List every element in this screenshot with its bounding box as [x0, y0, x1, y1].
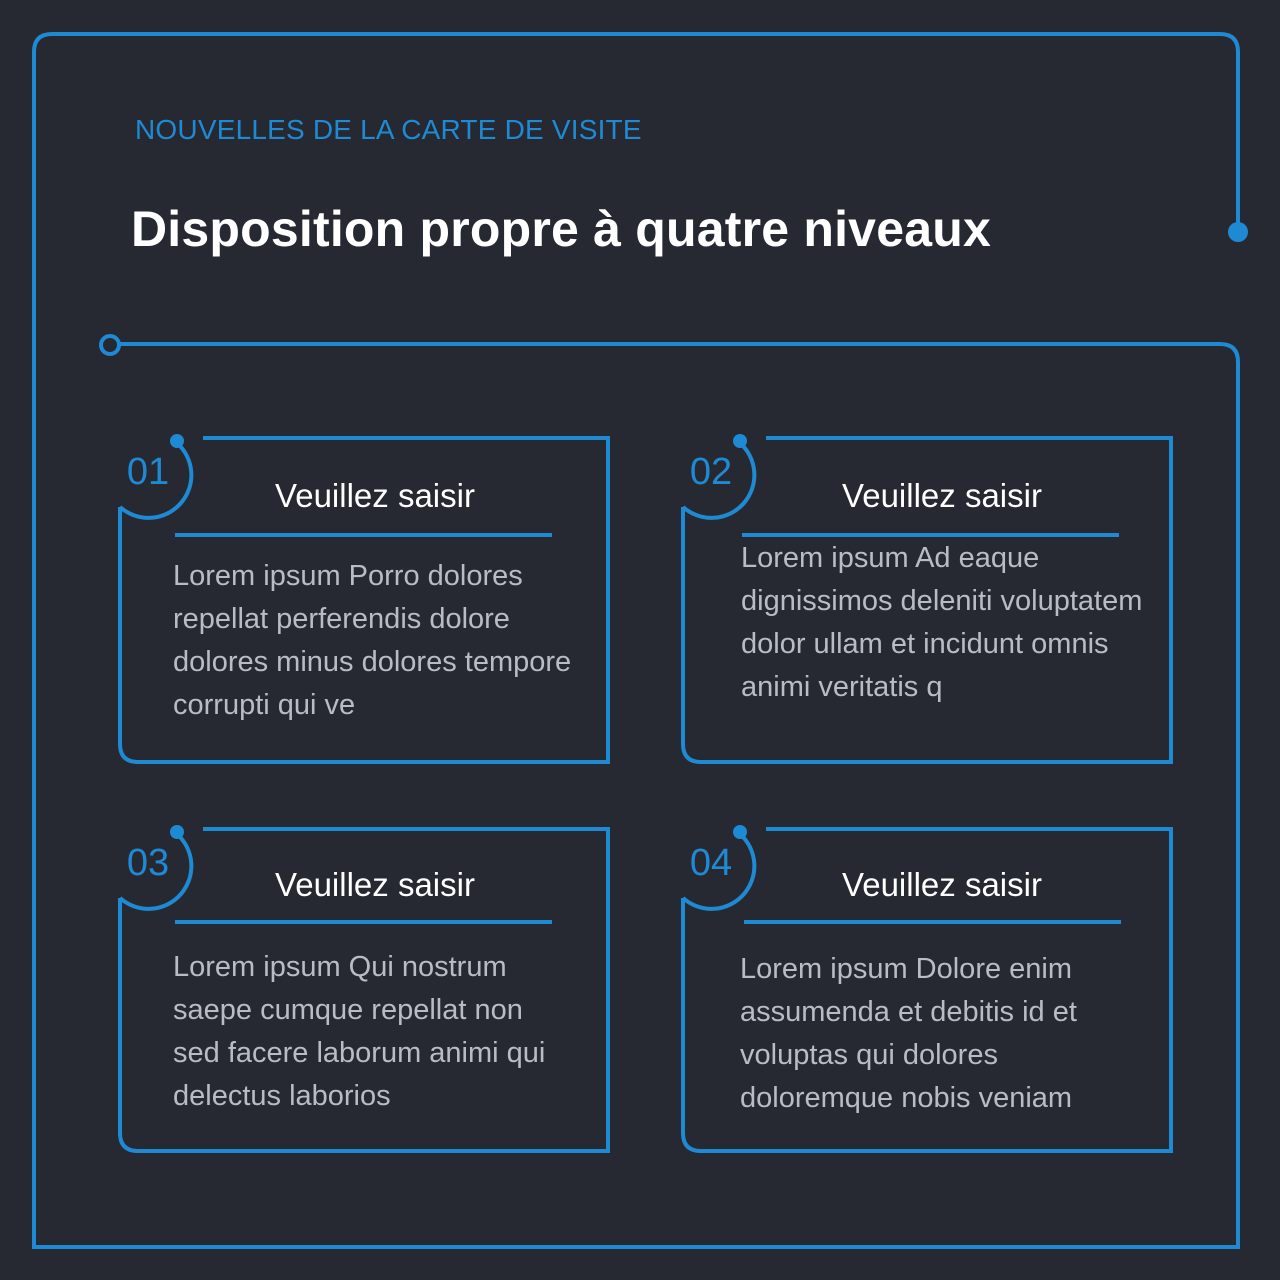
card-number: 02	[689, 451, 733, 493]
divider-ring	[101, 336, 119, 354]
card-02	[668, 425, 1188, 770]
card-03	[105, 816, 625, 1161]
card-number: 01	[126, 451, 170, 493]
card-title: Veuillez saisir	[275, 477, 475, 514]
card-01	[105, 425, 625, 770]
card-text: Lorem ipsum Ad eaque dignissimos deleniti voluptatem dolor ullam et incidunt omnis animi veritatis q	[741, 542, 1143, 703]
card-text: Lorem ipsum Porro dolores repellat perferendis dolore dolores minus dolores tempore corrupti qui ve	[173, 560, 572, 721]
card-title: Veuillez saisir	[842, 866, 1042, 903]
card-text: Lorem ipsum Dolore enim assumenda et debitis id et voluptas qui dolores doloremque nobis veniam	[740, 953, 1077, 1114]
card-04	[668, 816, 1188, 1161]
card-text: Lorem ipsum Qui nostrum saepe cumque repellat non sed facere laborum animi qui delectus laborios	[173, 951, 546, 1112]
eyebrow-label: NOUVELLES DE LA CARTE DE VISITE	[135, 114, 642, 145]
card-title: Veuillez saisir	[275, 866, 475, 903]
page-title: Disposition propre à quatre niveaux	[131, 201, 991, 257]
card-number: 04	[689, 842, 733, 884]
card-number: 03	[126, 842, 170, 884]
frame-end-dot	[1228, 222, 1248, 242]
card-title: Veuillez saisir	[842, 477, 1042, 514]
